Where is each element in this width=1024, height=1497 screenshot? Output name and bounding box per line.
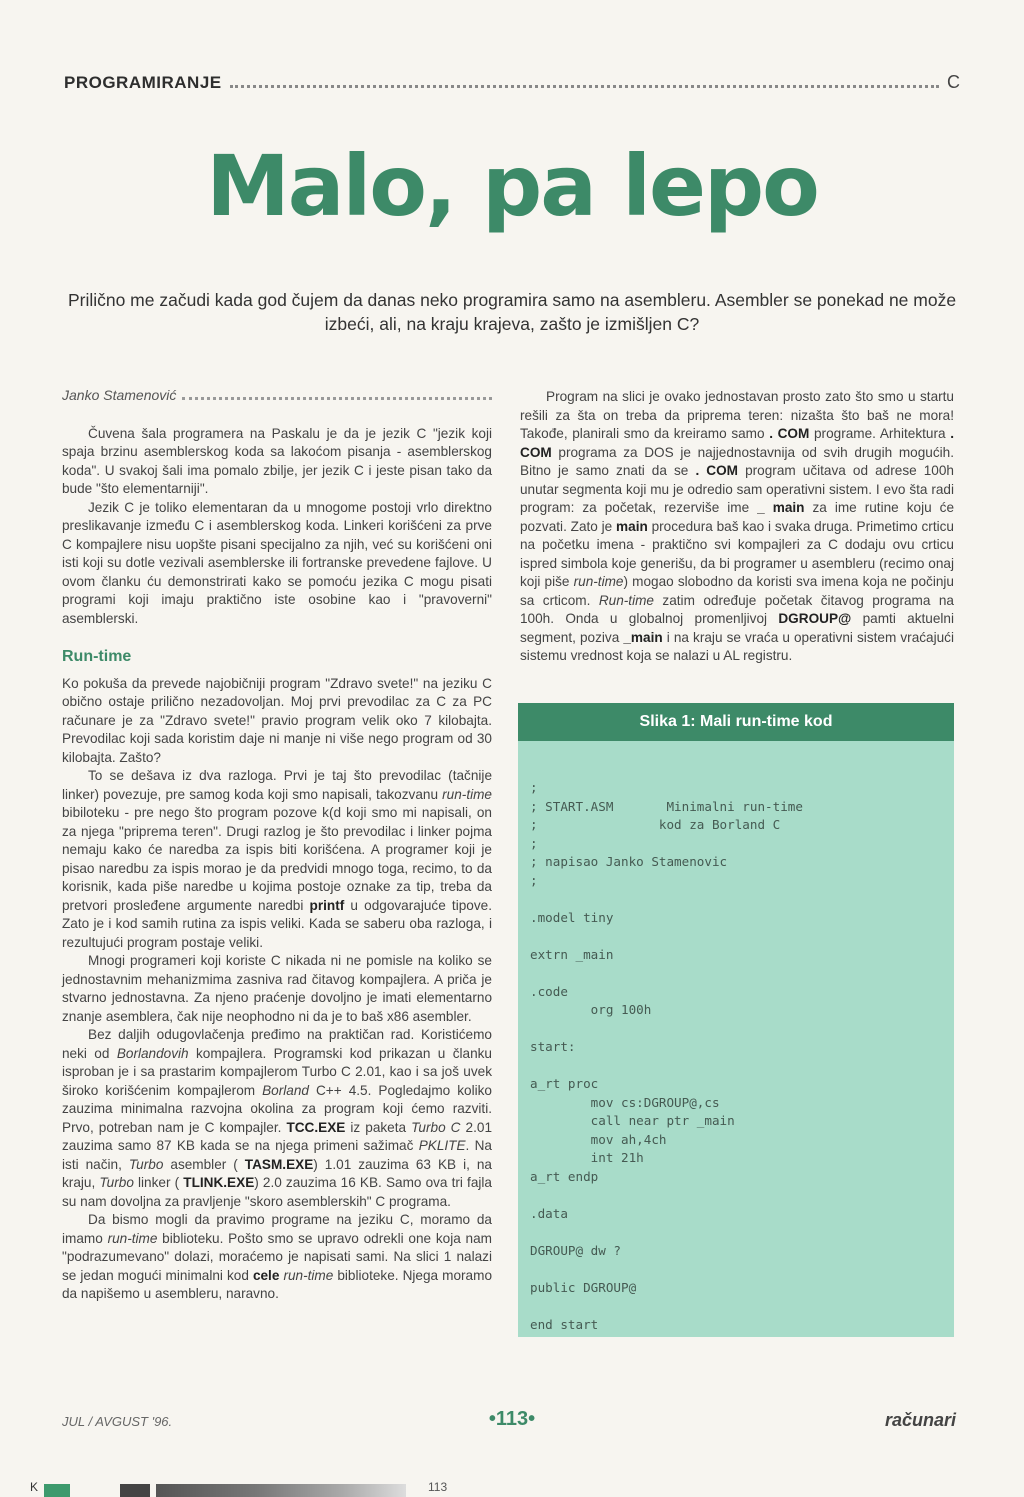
paragraph: Jezik C je toliko elementaran da u mnogome postoji vrlo direktno preslikavanje između C i asemblerskog koda. Linkeri korišćeni za prve C kompajlere nisu uopšte pisani specijalno za njih, već su korišćeni oni isti koji su dotle vezivali asemblerske ili fortranske prevedene fajlove. U ovom članku ću demonstrirati kako se pomoću jezika C mogu pisati programi koji imaju praktično iste osobine kao i "pravoverni" asemblerski. — [62, 499, 492, 626]
figure-1 — [518, 703, 954, 1337]
page-number: •113• — [488, 1408, 536, 1430]
header-dot-leader — [230, 75, 939, 88]
footer-issue: JUL / AVGUST '96. — [62, 1414, 173, 1429]
code-line: .data — [530, 1205, 568, 1221]
code-line — [530, 1297, 954, 1316]
code-line: a_rt proc — [530, 1076, 599, 1091]
gray-gradient-bar — [156, 1484, 406, 1497]
code-line — [530, 1020, 954, 1039]
left-column — [62, 386, 492, 1304]
code-line: extrn _main — [530, 946, 614, 962]
code-line: ; START.ASM Minimalni run-time — [530, 798, 803, 814]
code-line: a_rt endp — [530, 1168, 599, 1184]
code-line: .model tiny — [530, 909, 614, 925]
code-line: .code — [530, 983, 568, 999]
topic-label: C — [947, 72, 960, 92]
code-line: mov ah,4ch — [530, 1131, 667, 1147]
paragraph: Čuvena šala programera na Paskalu je da je jezik C "jezik koji spaja brzinu asemblerskog koda sa lakoćom pisanja - asemblerskog koda". U svakoj šali ima pomalo zbilje, jer jezik C i jeste pisan tako da bude "što elementarniji". — [62, 425, 492, 496]
section-label: PROGRAMIRANJE — [64, 73, 222, 92]
paragraph: To se dešava iz dva razloga. Prvi je taj što prevodilac (tačnije linker) povezuje, pre samog koda koji smo napisali, takozvanu run-time bibiloteku - pre nego što program pozove k(d koji smo mi napisali, on za njega "priprema teren". Drugi razlog je što prevodilac i linker pojma nemaju kako će naredba za ispis biti korišćena. A programer koji je pisao naredbu za ispis morao je da predvidi mnogo toga, recimo, to da korisnik, kada piše naredbe u kojima postoje oznake za tip, treba da pretvori prosleđene argumente naredbi printf u odgovarajuće tipove. Zato je i kod samih rutina za ispis veliki. Kada se saberu oba razloga, i rezultujući program postaje veliki. — [62, 768, 492, 950]
strip-page-number: 113 — [428, 1480, 448, 1494]
paragraph: Da bismo mogli da pravimo programe na jeziku C, moramo da imamo run-time biblioteku. Pošto smo se upravo odrekli one koja nam "podrazumevano" dolazi, moraćemo je napisati sami. Na slici 1 nalazi se jedan mogući minimalni kod cele run-time biblioteke. Njega moramo da napišemo u asembleru, naravno. — [62, 1212, 492, 1301]
paragraph: Bez daljih odugovlačenja pređimo na praktičan rad. Koristićemo neki od Borlandovih kompajlera. Programski kod prikazan u članku isproban je i sa prastarim kompajlerom Turbo C 2.01, kao i sa još uvek široko korišćenim kompajlerom Borland C++ 4.5. Pogledajmo koliko zauzima minimalna razvojna okolina za program koji ćemo razviti. Prvo, potreban nam je C kompajler. TCC.EXE iz paketa Turbo C 2.01 zauzima samo 87 KB kada se na njega primeni sažimač PKLITE. Na isti način, Turbo asembler ( TASM.EXE) 1.01 zauzima 63 KB i, na kraju, Turbo linker ( TLINK.EXE) 2.0 zauzima 16 KB. Samo ova tri fajla su nam dovoljna za pravljenje "skoro asemblerskih" C programa. — [62, 1027, 492, 1209]
code-line: DGROUP@ dw ? — [530, 1242, 621, 1258]
code-line — [530, 1260, 954, 1279]
print-color-strip — [0, 1478, 1024, 1497]
paragraph: Program na slici je ovako jednostavan prosto zato što smo u startu rešili za šta on treba da priprema teren: nizašta što baš ne mora! Takođe, planirali smo da kreiramo samo . COM programe. Arhitektura . COM programa za DOS je najjednostavnija od svih drugih mogućih. Bitno je samo znati da se . COM program učitava od adrese 100h unutar segmenta koji mu je odredio sam operativni sistem. I evo šta radi program: za početak, rezerviše ime _ main za ime rutine koju će pozvati. Zato je main procedura baš kao i svaka druga. Primetimo crticu na početku imena - praktično svi kompajleri za C dodaju ovu crticu ispred simbola koje generišu, da bi programer u asembleru (recimo onaj koji piše run-time) mogao slobodno da koristi sva imena koja ne počinju sa crticom. Run-time zatim određuje početak čitavog programa na 100h. Onda u globalnoj promenljivoj DGROUP@ pamti aktuelni segment, poziva _main i na kraju se vraća u operativni sistem vraćajući sistemu vrednost koja se nalazi u AL registru. — [520, 389, 955, 663]
code-line: ; kod za Borland C — [530, 817, 781, 832]
green-swatch — [44, 1484, 70, 1497]
code-line: public DGROUP@ — [530, 1279, 637, 1295]
code-line: ; — [530, 872, 538, 888]
code-line — [530, 1186, 954, 1205]
article-lead: Prilično me začudi kada god čujem da danas neko programira samo na asembleru. Asembler se ponekad ne može izbeći, ali, na kraju krajeva, zašto je izmišljen C? — [67, 290, 957, 334]
code-line: end start — [530, 1316, 599, 1332]
code-line: ; napisao Janko Stamenovic — [530, 854, 728, 869]
code-line — [530, 927, 954, 946]
code-line: ; — [530, 780, 538, 795]
code-line — [530, 1057, 954, 1076]
code-line: mov cs:DGROUP@,cs — [530, 1094, 720, 1110]
article-title: Malo, pa lepo — [206, 137, 818, 235]
paragraph: Ko pokuša da prevede najobičniji program "Zdravo svete!" na jeziku C obično ostaje prilično nezadovoljan. Moj prvi prevodilac za C za PC računare je za "Zdravo svete!" pravio program velik oko 7 kilobajta. Prevodilac koji sada koristim daje ni manje ni više nego program od 30 kilobajta. Zašto? — [62, 675, 492, 765]
code-line — [530, 1223, 954, 1242]
code-line: ; — [530, 835, 538, 851]
section-header — [64, 72, 960, 96]
figure-title: Slika 1: Mali run-time kod — [518, 703, 954, 741]
author-line — [62, 386, 492, 405]
paragraph: Mnogi programeri koji koriste C nikada ni ne pomisle na koliko se jednostavnim mehanizmima zasniva rad čitavog kompajlera. A priča je stvarno jednostavna. Za njeno praćenje dovoljno je imati elementarno znanje asemblera, čak nije neophodno ni da je to baš x86 asembler. — [62, 953, 492, 1024]
code-line: start: — [530, 1039, 576, 1054]
right-column — [520, 388, 954, 666]
code-line — [530, 890, 954, 909]
code-line: call near ptr _main — [530, 1113, 735, 1128]
subheading-runtime: Run-time — [62, 648, 132, 665]
magazine-name: računari — [884, 1410, 956, 1430]
author-dot-leader — [182, 389, 492, 400]
dark-swatch — [120, 1484, 150, 1497]
code-line: int 21h — [530, 1150, 644, 1165]
strip-k-label: K — [30, 1480, 39, 1494]
author-name: Janko Stamenović — [62, 387, 177, 403]
code-line: org 100h — [530, 1002, 652, 1017]
code-listing — [518, 741, 954, 1337]
code-line — [530, 964, 954, 983]
